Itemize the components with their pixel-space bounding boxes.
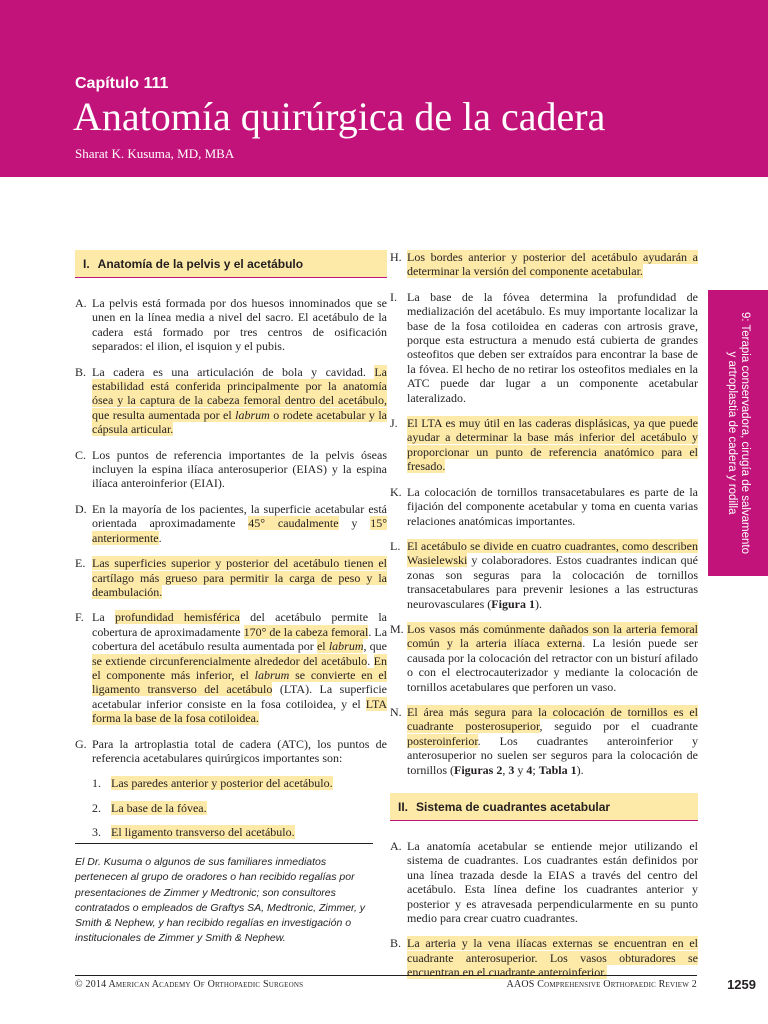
item-label: B. bbox=[75, 364, 87, 379]
sub-list-item-2 bbox=[75, 801, 387, 815]
item-label: I. bbox=[390, 289, 397, 304]
item-text: La base de la fóvea determina la profundidad de medialización del acetábulo. Es muy importante localizar la base de la fosa cotiloidea en caderas con artrosis grave, porque esta estructura a menudo está cubierta de grandes osteofitos que deben ser extraídos para encontrar la base de la fóvea. El hecho de no retirar los osteofitos mediales en la ATC puede dar lugar a un componente acetabular lateralizado. bbox=[407, 289, 698, 405]
list-item-a bbox=[75, 296, 387, 354]
highlighted-text: El LTA es muy útil en las caderas displásicas, ya que puede ayudar a determinar la base más inferior del acetábulo y proporcionar un punto de referencia anatómico para el fresado. bbox=[407, 416, 698, 474]
side-tab-line-2: y artroplastia de cadera y rodilla bbox=[726, 351, 738, 515]
highlighted-text: El ligamento transverso del acetábulo. bbox=[111, 825, 295, 840]
highlighted-text: El acetábulo se divide en cuatro cuadrantes, como describen Wasielewski bbox=[407, 538, 698, 568]
item-label: B. bbox=[390, 936, 402, 951]
list-item-e bbox=[75, 556, 387, 599]
list-item-i bbox=[390, 290, 698, 405]
table-reference: Tabla 1 bbox=[538, 762, 577, 777]
highlighted-text: La arteria y la vena ilíacas externas se encuentran en el cuadrante anterosuperior. Los vasos obturadores se encuentran en el cuadrante anteroinferior. bbox=[407, 936, 698, 980]
subitem-label: 1. bbox=[92, 776, 101, 791]
right-column bbox=[390, 250, 698, 991]
highlighted-text: Los vasos más comúnmente dañados son la arteria femoral común y la arteria ilíaca externa bbox=[407, 621, 698, 651]
list-item-j bbox=[390, 416, 698, 474]
item-text: , que bbox=[363, 639, 387, 654]
chapter-author: Sharat K. Kusuma, MD, MBA bbox=[75, 146, 235, 161]
item-text: La colocación de tornillos transacetabulares es parte de la fijación del componente acetabular y toma en cuenta varias relaciones anatómicas importantes. bbox=[407, 484, 698, 528]
section-heading-2 bbox=[390, 793, 698, 821]
figure-reference: 4 bbox=[526, 762, 533, 777]
figure-reference: Figuras 2 bbox=[454, 762, 503, 777]
highlight-run: el bbox=[316, 639, 329, 654]
subitem-label: 2. bbox=[92, 800, 101, 815]
highlight-run: La estabilidad está conferida principalmente por la anatomía ósea y la captura de la cabeza femoral dentro del acetábulo, que resulta aumentada por el bbox=[92, 364, 387, 422]
item-text: ). bbox=[534, 596, 542, 611]
section-title: Anatomía de la pelvis y el acetábulo bbox=[97, 257, 304, 271]
item-label: K. bbox=[390, 484, 402, 499]
highlighted-text: LTA forma la base de la fosa cotiloidea. bbox=[92, 696, 387, 726]
list-item-n bbox=[390, 705, 698, 777]
highlighted-text: posteroinferior bbox=[407, 733, 478, 748]
item-text: Para la artroplastia total de cadera (ATC), los puntos de referencia acetabulares quirúrgicos importantes son: bbox=[92, 736, 387, 765]
chapter-header-band bbox=[0, 0, 768, 177]
italic-term: labrum bbox=[328, 639, 364, 654]
item-label: H. bbox=[390, 250, 402, 264]
list-item-l bbox=[390, 539, 698, 611]
item-text: . bbox=[367, 653, 374, 668]
item-label: A. bbox=[390, 839, 402, 853]
item-label: D. bbox=[75, 501, 87, 516]
item-text: En la mayoría de los pacientes, la superficie acetabular está orientada aproximadamente bbox=[92, 501, 387, 531]
subitem-label: 3. bbox=[92, 825, 101, 840]
footer-publication: AAOS Comprehensive Orthopaedic Review 2 bbox=[506, 979, 697, 990]
item-label: L. bbox=[390, 538, 401, 553]
item-label: G. bbox=[75, 736, 87, 751]
highlighted-text: 170° de la cabeza femoral bbox=[243, 624, 369, 639]
list-item-f bbox=[75, 610, 387, 725]
side-tab-label bbox=[708, 290, 768, 576]
figure-reference: 3 bbox=[508, 762, 515, 777]
section-title: Sistema de cuadrantes acetabular bbox=[416, 800, 611, 814]
item-label: E. bbox=[75, 556, 86, 571]
chapter-label: Capítulo 111 bbox=[75, 75, 169, 92]
item-label: N. bbox=[390, 704, 402, 719]
highlighted-text: se extiende circunferencialmente alrededor del acetábulo bbox=[92, 653, 368, 668]
section-heading-1 bbox=[75, 250, 387, 278]
list-item-2b bbox=[390, 936, 698, 979]
highlighted-text: Los bordes anterior y posterior del acetábulo ayudarán a determinar la versión del componente acetabular. bbox=[407, 250, 698, 279]
item-text: . La lesión puede ser causada por la colocación del retractor con un bisturí afilado o con el electrocauterizador y mediante la colocación de tornillos acetabulares que perforen un vaso. bbox=[407, 636, 699, 694]
highlighted-text: 15° anteriormente bbox=[92, 516, 387, 545]
item-label: M. bbox=[390, 621, 404, 636]
item-label: C. bbox=[75, 447, 87, 462]
highlight-run: se convierte en el ligamento transverso del acetábulo bbox=[92, 667, 387, 697]
highlighted-text bbox=[317, 639, 364, 653]
list-item-c bbox=[75, 448, 387, 491]
highlighted-text: Las superficies superior y posterior del acetábulo tienen el cartílago más grueso para permitir la carga de peso y la deambulación. bbox=[92, 556, 387, 599]
highlighted-text: Las paredes anterior y posterior del acetábulo. bbox=[111, 776, 333, 791]
footer-copyright: © 2014 American Academy Of Orthopaedic Surgeons bbox=[75, 979, 304, 990]
item-text: . La cobertura del acetábulo resulta aumentada por bbox=[92, 624, 388, 654]
item-text: ; bbox=[532, 762, 539, 777]
italic-term: labrum bbox=[235, 407, 270, 422]
item-label: J. bbox=[390, 416, 398, 431]
highlighted-text: profundidad hemisférica bbox=[114, 610, 240, 625]
item-text: (LTA). La superficie acetabular inferior consiste en la fosa cotiloidea, y el bbox=[92, 682, 387, 711]
list-item-m bbox=[390, 622, 698, 694]
disclosure-divider bbox=[75, 843, 373, 844]
item-text: Los puntos de referencia importantes de la pelvis óseas incluyen la espina ilíaca anterosuperior (EIAS) y la espina ilíaca anteroinferior (EIAI). bbox=[92, 447, 387, 491]
highlighted-text: La base de la fóvea. bbox=[111, 800, 207, 815]
item-text: y bbox=[338, 516, 371, 531]
item-text: La cadera es una articulación de bola y cavidad. bbox=[92, 364, 375, 379]
list-item-h bbox=[390, 250, 698, 279]
item-text: y colaboradores. Estos cuadrantes indican qué zonas son seguras para la colocación de tornillos transacetabulares para prevenir lesiones a las estructuras neurovasculares ( bbox=[407, 553, 698, 611]
item-label: A. bbox=[75, 296, 87, 310]
left-column bbox=[75, 250, 387, 850]
item-text: del acetábulo permite la cobertura de aproximadamente bbox=[92, 610, 387, 639]
list-item-k bbox=[390, 485, 698, 528]
section-side-tab bbox=[708, 290, 768, 576]
item-text: , bbox=[502, 762, 509, 777]
page-number: 1259 bbox=[727, 977, 756, 992]
author-disclosure: El Dr. Kusuma o algunos de sus familiares inmediatos pertenecen al grupo de oradores o han recibido regalías por presentaciones de Zimmer y Medtronic; son consultores contratados o empleados de Graftys SA, Medtronic, Zimmer, y Smith & Nephew, y han recibido regalías en investigación o institucionales de Zimmer y Smith & Nephew. bbox=[75, 856, 366, 945]
section-number: I. bbox=[83, 257, 90, 271]
item-text: y bbox=[514, 762, 527, 777]
list-item-b bbox=[75, 365, 387, 437]
item-text: La bbox=[92, 610, 115, 625]
sub-list-item-1 bbox=[75, 776, 387, 790]
list-item-g bbox=[75, 737, 387, 766]
list-item-2a bbox=[390, 839, 698, 925]
side-tab-line-1: 9: Terapia conservadora, cirugía de salvamento bbox=[739, 311, 751, 555]
sub-list-item-3 bbox=[75, 825, 387, 839]
highlight-run: o rodete acetabular y la cápsula articular. bbox=[92, 407, 388, 437]
item-text: ). bbox=[576, 762, 584, 777]
item-text: . bbox=[158, 530, 162, 545]
item-text: La anatomía acetabular se entiende mejor utilizando el sistema de cuadrantes. Los cuadrantes están definidos por una línea trazada desde la EIAS a través del centro del acetábulo. Esta línea define los cuadrantes anterior y posterior y es atravesada perpendicularmente en su punto medio para crear cuatro cuadrantes. bbox=[407, 839, 698, 926]
chapter-title: Anatomía quirúrgica de la cadera bbox=[73, 94, 606, 139]
figure-reference: Figura 1 bbox=[491, 596, 535, 611]
section-number: II. bbox=[398, 800, 409, 814]
highlighted-text: El área más segura para la colocación de tornillos es el cuadrante posterosuperior bbox=[407, 704, 698, 734]
item-text: , seguido por el cuadrante bbox=[539, 719, 698, 734]
italic-term: labrum bbox=[254, 667, 290, 682]
footer-divider bbox=[75, 975, 697, 976]
list-item-d bbox=[75, 502, 387, 545]
item-text: La pelvis está formada por dos huesos innominados que se unen en la línea media a nivel del sacro. El acetábulo de la cadera está formado por tres centros de osificación separados: el ilion, el isquion y el pubis. bbox=[92, 296, 387, 354]
item-text: . Los cuadrantes anteroinferior y anterosuperior no suelen ser seguros para la colocación de tornillos ( bbox=[407, 733, 698, 777]
item-label: F. bbox=[75, 610, 84, 625]
highlighted-text: 45° caudalmente bbox=[248, 516, 339, 531]
highlight-run: En el componente más inferior, el bbox=[92, 653, 387, 682]
